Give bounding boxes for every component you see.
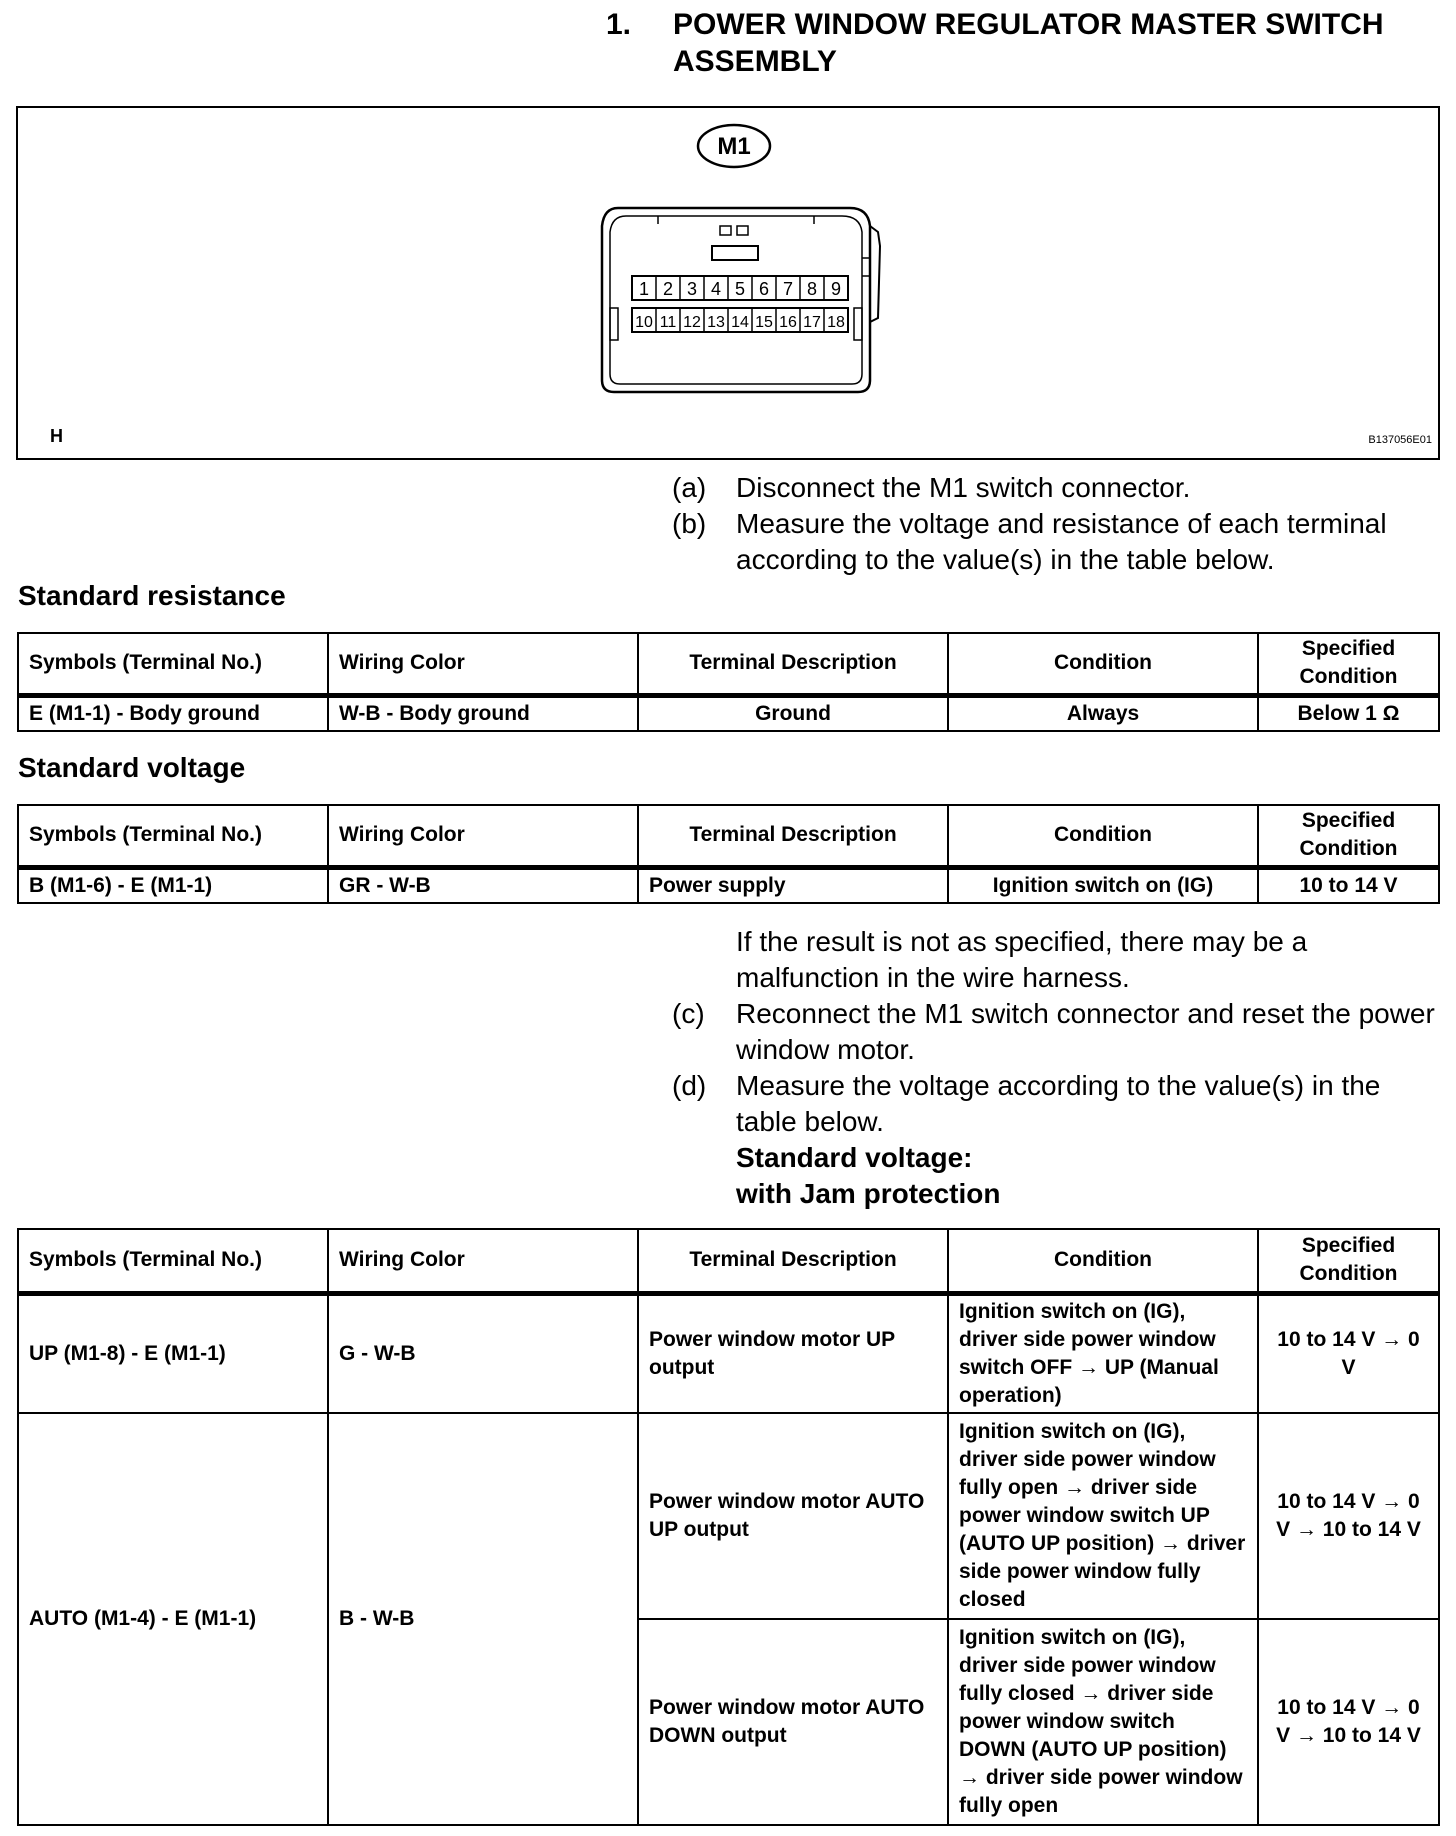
figure-corner-label: H [50,426,63,446]
header-description: Terminal Description [638,633,948,695]
pin-label: 7 [782,279,794,299]
connector-diagram [18,108,1442,462]
figure-code: B137056E01 [1368,434,1432,446]
step-a: (a) Disconnect the M1 switch connector. [672,472,1191,503]
table-row: UP (M1-8) - E (M1-1) G - W-B Power window motor UP output Ignition switch on (IG), driver side power window switch OFF → UP (Manual operation) 10 to 14 V → 0 V [18,1293,1439,1413]
resistance-table [17,632,1440,732]
pin-label: 5 [734,279,746,299]
resistance-title: Standard resistance [18,580,286,611]
section-title: POWER WINDOW REGULATOR MASTER SWITCH ASSEMBLY [673,8,1384,78]
jam-protection-table: Symbols (Terminal No.) Wiring Color Terminal Description Condition Specified Condition UP (M1-8) - E (M1-1) G - W-B Power window motor UP output Ignition switch on (IG), driver side power window switch OFF → UP (Manual operation) 10 to 14 V → 0 V AUTO (M1-4) - E (M1-1) B - W-B Power window motor AUTO UP output Ignition switch on (IG), driver side power window fully open → driver side power window switch UP (AUTO UP position) → driver side power window fully closed 10 to 14 V → 0 V → 10 to 14 V Power window motor AUTO DOWN output Ignition switch on (IG), driver side power window fully closed → driver side power window switch DOWN (AUTO UP position) → driver side power window fully open 10 to 14 V → 0 V → 10 to 14 V [17,1228,1440,1826]
section-number: 1. [606,8,632,41]
header-specified: Specified Condition [1258,633,1439,695]
steps-a-b [672,470,1442,578]
header-symbols: Symbols (Terminal No.) [18,633,328,695]
table-row: Power window motor AUTO DOWN output Ignition switch on (IG), driver side power window fully closed → driver side power window switch DOWN (AUTO UP position) → driver side power window fully open 10 to 14 V → 0 V → 10 to 14 V [18,1619,1439,1825]
pin-label: 17 [803,314,821,331]
header-condition: Condition [948,633,1258,695]
pin-grid [635,276,845,332]
pin-label: 12 [683,314,701,331]
pin-label: 15 [755,314,773,331]
steps-c-d [672,924,1442,1212]
jam-subtitle-2: with Jam protection [736,1178,1001,1209]
connector-figure [16,106,1440,460]
pin-label: 8 [806,279,818,299]
connector-label: M1 [717,133,751,160]
pin-label: 3 [686,279,698,299]
pin-label: 18 [827,314,845,331]
voltage-title: Standard voltage [18,752,246,783]
table-row: B (M1-6) - E (M1-1) GR - W-B Power supply Ignition switch on (IG) 10 to 14 V [18,867,1439,903]
pin-label: 9 [830,279,842,299]
pin-label: 16 [779,314,797,331]
note-text: If the result is not as specified, there may be a malfunction in the wire harness. [736,926,1308,993]
pin-label: 14 [731,314,749,331]
pin-label: 2 [662,279,674,299]
pin-label: 11 [659,314,677,331]
table-row: E (M1-1) - Body ground W-B - Body ground Ground Always Below 1 Ω [18,695,1439,731]
header-wiring: Wiring Color [328,633,638,695]
step-d: (d) Measure the voltage according to the value(s) in the table below. [672,1070,1381,1137]
voltage-table: Symbols (Terminal No.) Wiring Color Terminal Description Condition Specified Condition B (M1-6) - E (M1-1) GR - W-B Power supply Ignition switch on (IG) 10 to 14 V [17,804,1440,904]
table-row: AUTO (M1-4) - E (M1-1) B - W-B Power window motor AUTO UP output Ignition switch on (IG), driver side power window fully open → driver side power window switch UP (AUTO UP position) → driver side power window fully closed 10 to 14 V → 0 V → 10 to 14 V [18,1413,1439,1619]
pin-label: 4 [710,279,722,299]
step-b: (b) Measure the voltage and resistance of each terminal according to the value(s) in the table below. [672,508,1387,575]
pin-label: 13 [707,314,725,331]
pin-label: 10 [635,314,653,331]
jam-subtitle-1: Standard voltage: [736,1142,973,1173]
pin-label: 1 [638,279,650,299]
step-c: (c) Reconnect the M1 switch connector and reset the power window motor. [672,998,1435,1065]
pin-label: 6 [758,279,770,299]
